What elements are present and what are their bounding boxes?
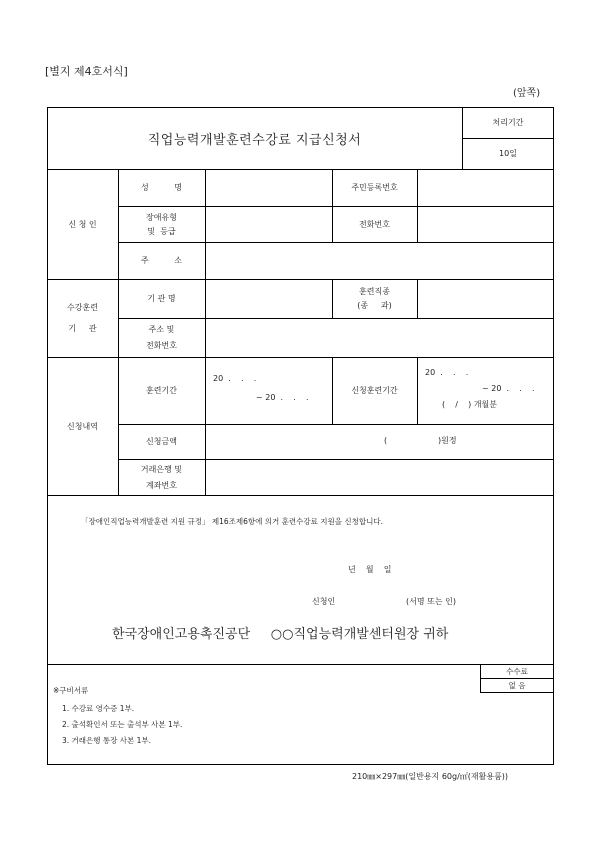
- applicant-section-label: 신 청 인: [68, 219, 97, 229]
- course-label-line1: 훈련직종: [359, 287, 390, 296]
- divider: [47, 495, 554, 496]
- required-document-item: 3. 거래은행 통장 사본 1부.: [62, 736, 152, 745]
- training-period-from: 20 . . .: [213, 374, 257, 383]
- institution-section-line1: 수강훈련: [67, 303, 98, 312]
- statement-text: 「장애인직업능력개발훈련 지원 규정」 제16조제6항에 의거 훈련수강료 지원을 신청합니다.: [81, 517, 383, 526]
- claim-period-to: ~ 20 . . .: [482, 384, 535, 393]
- processing-period-value: 10일: [499, 149, 517, 158]
- page-side-label: (앞쪽): [513, 88, 541, 99]
- address-field[interactable]: [206, 243, 554, 279]
- phone-label: 전화번호: [359, 219, 390, 229]
- disability-field[interactable]: [206, 207, 332, 242]
- course-label-line2: (종 과): [357, 301, 392, 310]
- required-document-item: 2. 출석확인서 또는 출석부 사본 1부.: [62, 720, 183, 729]
- paper-size-note: 210㎜×297㎜(일반용지 60g/㎡(재활용품)): [352, 772, 509, 781]
- request-section-label: 신청내역: [67, 421, 98, 431]
- disability-label-line1: 장애유형: [146, 212, 177, 222]
- amount-field[interactable]: [206, 425, 554, 459]
- name-field[interactable]: [206, 170, 332, 206]
- bank-field[interactable]: [206, 460, 554, 495]
- claim-period-field[interactable]: [418, 358, 554, 424]
- disability-label: [118, 206, 205, 242]
- signer-label: 신청인: [312, 597, 336, 606]
- institution-address-label: [118, 318, 205, 357]
- disability-label-line2: 및 등급: [147, 226, 176, 236]
- processing-period-label: 처리기간: [492, 118, 524, 127]
- phone-field[interactable]: [418, 207, 554, 242]
- institution-address-line2: 전화번호: [146, 341, 177, 350]
- bank-label-line1: 거래은행 및: [140, 464, 183, 474]
- institution-section-label: [47, 279, 118, 357]
- name-label: 성 명: [141, 183, 182, 192]
- claim-months: ( / ) 개월분: [442, 400, 498, 409]
- signature-note: (서명 또는 인): [406, 597, 456, 606]
- fee-label: 수수료: [506, 666, 528, 676]
- training-period-label: 훈련기간: [146, 386, 177, 395]
- institution-name-field[interactable]: [206, 280, 332, 318]
- institution-section-line2: 기 관: [68, 324, 97, 333]
- claim-period-label: 신청훈련기간: [351, 386, 398, 395]
- recipient: 한국장애인고용촉진공단 ○○직업능력개발센터원장 귀하: [112, 627, 449, 642]
- claim-period-from: 20 . . .: [425, 368, 469, 377]
- form-number: [별지 제4호서식]: [45, 65, 128, 78]
- bank-label: [118, 459, 205, 495]
- amount-value: ( )원정: [384, 436, 457, 445]
- course-field[interactable]: [418, 280, 554, 318]
- rrn-label: 주민등록번호: [351, 183, 398, 192]
- form-title: 직업능력개발훈련수강료 지급신청서: [147, 132, 362, 148]
- institution-address-line1: 주소 및: [148, 325, 175, 334]
- bank-label-line2: 계좌번호: [146, 480, 177, 490]
- signer-signature-field[interactable]: [340, 592, 402, 610]
- training-period-field[interactable]: [206, 358, 332, 424]
- institution-name-label: 기 관 명: [147, 294, 176, 303]
- divider: [47, 664, 554, 665]
- fee-value: 없 음: [508, 681, 526, 690]
- amount-label: 신청금액: [146, 437, 177, 446]
- date-line: 년 월 일: [348, 565, 392, 574]
- institution-address-field[interactable]: [206, 319, 554, 357]
- rrn-field[interactable]: [418, 170, 554, 206]
- address-label: 주 소: [141, 256, 182, 265]
- required-documents-header: ※구비서류: [53, 686, 89, 695]
- course-label: [332, 279, 417, 318]
- training-period-to: ~ 20 . . .: [256, 393, 309, 402]
- required-document-item: 1. 수강료 영수증 1부.: [62, 704, 135, 713]
